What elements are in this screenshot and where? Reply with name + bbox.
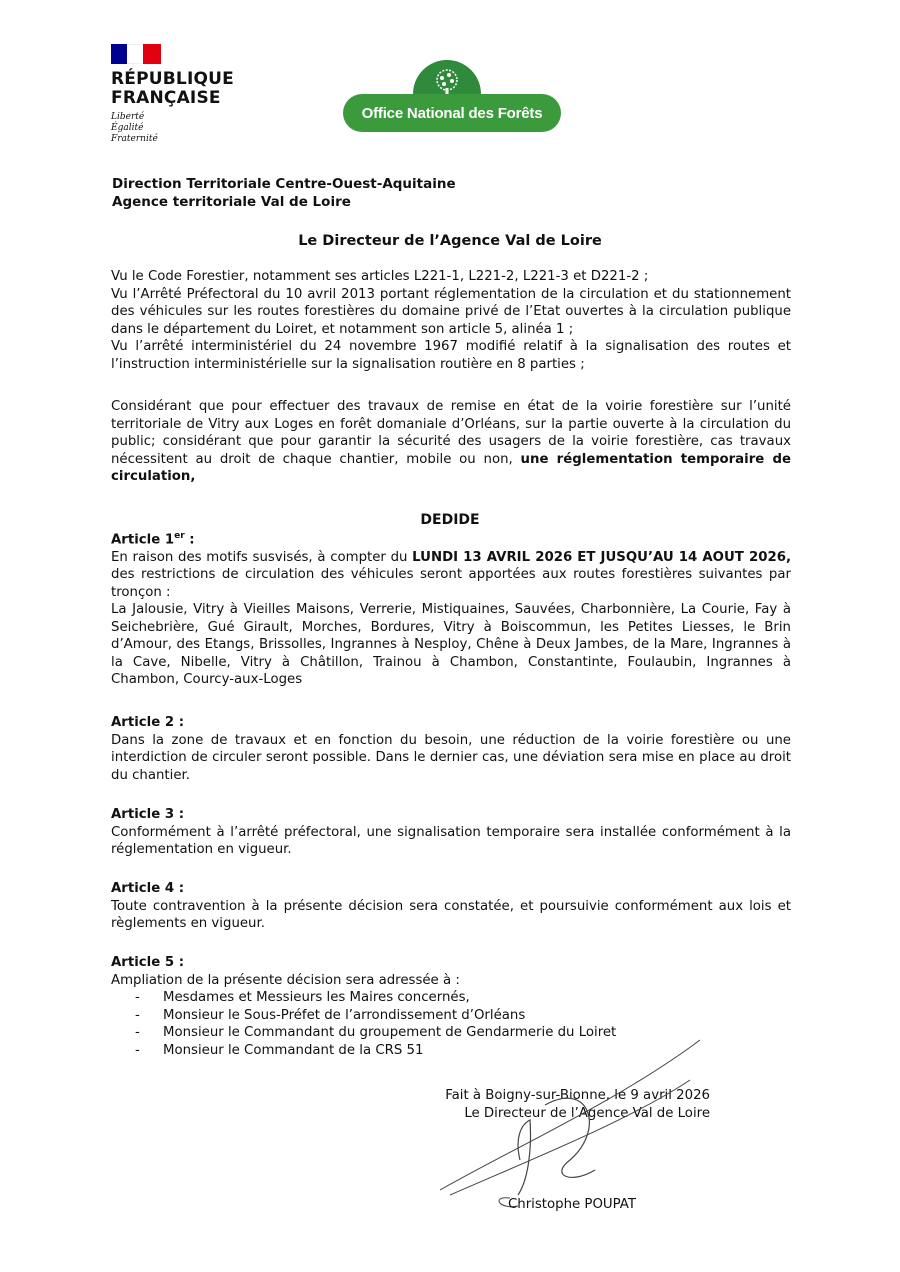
list-item: - Monsieur le Commandant du groupement de Gendarmerie du Loiret xyxy=(111,1024,791,1042)
dedide-heading: DEDIDE xyxy=(420,512,480,528)
onf-logo-banner xyxy=(343,94,561,132)
article-title: Article 5 : xyxy=(111,955,185,970)
article-1 xyxy=(111,528,791,689)
article-title: Article 4 : xyxy=(111,881,185,896)
signer-name: Christophe POUPAT xyxy=(508,1197,636,1212)
article-title: Article 2 : xyxy=(111,715,185,730)
considerant-paragraph xyxy=(111,398,791,486)
republique-francaise-logo xyxy=(111,44,234,145)
republique-name xyxy=(111,70,234,108)
article-1-roads: La Jalousie, Vitry à Vieilles Maisons, Verrerie, Mistiquaines, Sauvées, Charbonnière, La Courie, Fay à Seichebrière, Gué Girault, Morches, Bordures, Vitry à Boiscommun, les Petites Liesses, le Brin d’Amour, des Etangs, Brissolles, Ingrannes à Nesploy, Chêne à Deux Jambes, de la Mare, Ingrannes à la Cave, Nibelle, Vitry à Châtillon, Trainou à Chambon, Constantinte, Foulaubin, Ingrannes à Chambon, Courcy-aux-Loges xyxy=(111,602,791,688)
article-5-intro: Ampliation de la présente décision sera adressée à : xyxy=(111,972,460,988)
article-text: Toute contravention à la présente décision sera constatée, et poursuivie conformément aux lois et règlements en vigueur. xyxy=(111,898,791,931)
list-item: - Monsieur le Sous-Préfet de l’arrondissement d’Orléans xyxy=(111,1007,791,1025)
considerant-bold-text: une réglementation temporaire de circulation, xyxy=(111,451,792,484)
issuing-direction xyxy=(112,175,456,211)
article-1-text xyxy=(111,549,791,602)
legal-reference: Vu l’arrêté interministériel du 24 novembre 1967 modifié relatif à la signalisation des routes et l’instruction interministérielle sur la signalisation routière en 8 parties ; xyxy=(111,339,791,372)
legal-references xyxy=(111,268,791,373)
article-2 xyxy=(111,714,791,784)
onf-logo xyxy=(343,60,561,135)
document-title: Le Directeur de l’Agence Val de Loire xyxy=(298,233,602,249)
onf-logo-text: Office National des Forêts xyxy=(361,104,543,122)
direction-line-2: Agence territoriale Val de Loire xyxy=(112,194,351,210)
motto-line: Liberté xyxy=(111,112,145,122)
direction-line-1: Direction Territoriale Centre-Ouest-Aquitaine xyxy=(112,176,456,192)
signer-role: Le Directeur de l’Agence Val de Loire xyxy=(464,1106,710,1121)
legal-reference: Vu le Code Forestier, notamment ses articles L221-1, L221-2, L221-3 et D221-2 ; xyxy=(111,269,649,284)
motto-line: Fraternité xyxy=(111,134,158,144)
article-1-dates: LUNDI 13 AVRIL 2026 ET JUSQU’AU 14 AOUT 2026, xyxy=(412,549,792,565)
republique-motto xyxy=(111,112,234,145)
legal-reference: Vu l’Arrêté Préfectoral du 10 avril 2013 portant réglementation de la circulation et du stationnement des véhicules sur les routes forestières du domaine privé de l’Etat ouvertes à la circulation publique dans le département du Loiret, et notamment son article 5, alinéa 1 ; xyxy=(111,286,791,337)
article-3 xyxy=(111,806,791,859)
article-title: Article 3 : xyxy=(111,807,185,822)
list-item: - Monsieur le Commandant de la CRS 51 xyxy=(111,1042,791,1060)
article-1-title-main: Article 1 xyxy=(111,532,175,548)
article-text: Dans la zone de travaux et en fonction du besoin, une réduction de la voirie forestière ou une interdiction de circuler seront possible. Dans le dernier cas, une déviation sera mise en place au droit du chantier. xyxy=(111,732,791,783)
french-flag-icon xyxy=(111,44,161,64)
republique-name-line: FRANÇAISE xyxy=(111,88,221,108)
republique-name-line: RÉPUBLIQUE xyxy=(111,69,234,89)
article-1-text-before: En raison des motifs susvisés, à compter du xyxy=(111,549,413,565)
place-and-date: Fait à Boigny-sur-Bionne, le 9 avril 2026 xyxy=(445,1088,710,1103)
article-1-title-sup: er xyxy=(174,531,185,541)
considerant-text: Considérant que pour effectuer des travaux de remise en état de la voirie forestière sur l’unité territoriale de Vitry aux Loges en forêt domaniale d’Orléans, sur la partie ouverte à la circulation du public; considérant que pour garantir la sécurité des usagers de la voirie forestière, cas travaux nécessitent au droit de chaque chantier, mobile ou non, xyxy=(111,399,791,467)
article-text: Conformément à l’arrêté préfectoral, une signalisation temporaire sera installée conformément à la réglementation en vigueur. xyxy=(111,824,791,857)
article-1-text-after: des restrictions de circulation des véhicules seront apportées aux routes forestières suivantes par tronçon : xyxy=(111,567,791,600)
article-4 xyxy=(111,880,791,933)
article-title xyxy=(111,528,791,549)
article-1-title-tail: : xyxy=(184,532,195,548)
list-item: - Mesdames et Messieurs les Maires concernés, xyxy=(111,989,791,1007)
motto-line: Égalité xyxy=(111,123,144,133)
handwritten-signature xyxy=(420,1020,720,1210)
